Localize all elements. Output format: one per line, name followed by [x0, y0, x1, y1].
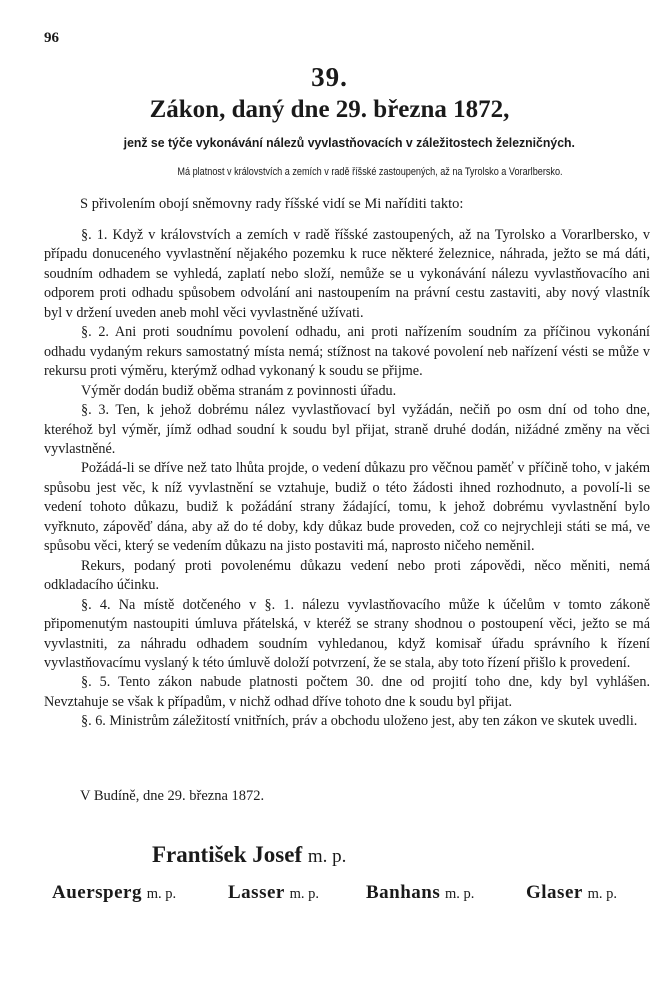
- minister-signature-banhans: [366, 882, 474, 904]
- place-date: V Budíně, dne 29. března 1872.: [80, 788, 265, 804]
- emperor-name: František Josef: [152, 842, 303, 867]
- minister-suffix: m. p.: [445, 886, 475, 902]
- paragraph-5: §. 5. Tento zákon nabude platnosti počtem 30. dne od projití toho dne, kdy byl vyhlášen. Nevztahuje se však k případům, v nichž odhad dříve tohoto dne k soudu byl přijat.: [44, 674, 650, 710]
- emperor-suffix: m. p.: [307, 846, 347, 867]
- minister-name: Banhans: [366, 882, 441, 903]
- paragraph-1: §. 1. Když v královstvích a zemích v radě říšské zastoupených, až na Tyrolsko a Vorarlbersko, v případu donuceného vyvlastnění nějakého pozemku k ruce některé železnice, náhrada, ježto se má dáti, soudním odhadem se vyhledá, zaplatí nebo složí, nemůže se u vykonávání nálezu vyvlastňovacího ani odporem proti odhadu spůsobem odvolání ani nastoupením na právní cestu zastaviti, aby nový vlastník byl v držení uveden aneb mohl věci vyvlastněné užívati.: [44, 227, 650, 321]
- paragraph-6: §. 6. Ministrům záležitostí vnitřních, práv a obchodu uloženo jest, aby ten zákon ve skutek uvedli.: [81, 713, 638, 730]
- law-subtitle: jenž se týče vykonávání nálezů vyvlastňovacích v záležitostech železničných.: [123, 135, 575, 150]
- minister-name: Lasser: [228, 882, 285, 903]
- law-number: 39.: [311, 62, 348, 92]
- minister-suffix: m. p.: [146, 886, 177, 902]
- minister-signature-glaser: [526, 882, 617, 904]
- page-number: 96: [44, 30, 59, 46]
- intro-sentence: S přivolením obojí sněmovny rady říšské vidí se Mi naříditi takto:: [80, 196, 464, 212]
- paragraph-2-note: Výměr dodán budiž oběma stranám z povinnosti úřadu.: [81, 382, 397, 399]
- minister-name: Glaser: [526, 882, 583, 903]
- paragraph-3-recourse: Rekurs, podaný proti povolenému důkazu vedení nebo proti zápovědi, něco měniti, nemá odkladacího účinku.: [44, 557, 650, 594]
- emperor-signature: [152, 842, 346, 868]
- minister-suffix: m. p.: [587, 886, 617, 902]
- paragraph-4: §. 4. Na místě dotčeného v §. 1. nálezu vyvlastňovacího může k účelům v tomto zákoně připomenutým nastoupiti úmluva přátelská, v kteréž se strany shodnou o postoupení věci, ježto se má vyvlastniti, za náhradu odhadem soudním vyhledanou, když komisař úřadu správního k řízení vyvlastňovacímu vyslaný k této úmluvě doloží potvrzení, že se stala, aby toto řízení přišlo k provedení.: [44, 596, 650, 671]
- minister-name: Auersperg: [52, 882, 142, 903]
- minister-signature-auersperg: [52, 882, 176, 904]
- validity-note: Má platnost v královstvích a zemích v radě říšské zastoupených, až na Tyrolsko a Vorarlbersko.: [177, 166, 563, 178]
- minister-suffix: m. p.: [289, 886, 319, 902]
- paragraph-2: §. 2. Ani proti soudnímu povolení odhadu, ani proti nařízením soudním za příčinou vykonání odhadu vydaným rekurs samostatný místa nemá; stížnost na takové povolení neb nařízení vésti se může v rekursu proti výměru, kterýmž odhad vykonaný k soudu se přijme.: [44, 324, 650, 380]
- minister-signature-lasser: [228, 882, 319, 904]
- law-title: Zákon, daný dne 29. března 1872,: [149, 96, 510, 123]
- paragraph-3: §. 3. Ten, k jehož dobrému nález vyvlastňovací byl vyžádán, nečiň po osm dní od toho dne, kteréhož byl výměr, jímž odhad soudní k soudu byl přijat, straně druhé dodán, nižádné změny na věci vyvlastněné.: [44, 402, 650, 457]
- law-body: [44, 226, 650, 732]
- paragraph-3-request: Požádá-li se dříve než tato lhůta projde, o vedení důkazu pro věčnou paměť v příčině toho, v jakém spůsobu jest věc, k níž vyvlastnění se vztahuje, budiž o této žádosti ihned rozhodnuto, a povolí-li se vedení tohoto důkazu, budiž k požádání strany žádající, tomu, k jehož dobrému vyvlastnění bylo vyřknuto, zápověď dána, aby až do té doby, kdy důkaz bude proveden, což co nejrychleji státi se má, ve spůsobu věci, který se vedením důkazu na jisto postaviti má, naprosto ničeho neměnil.: [44, 460, 650, 555]
